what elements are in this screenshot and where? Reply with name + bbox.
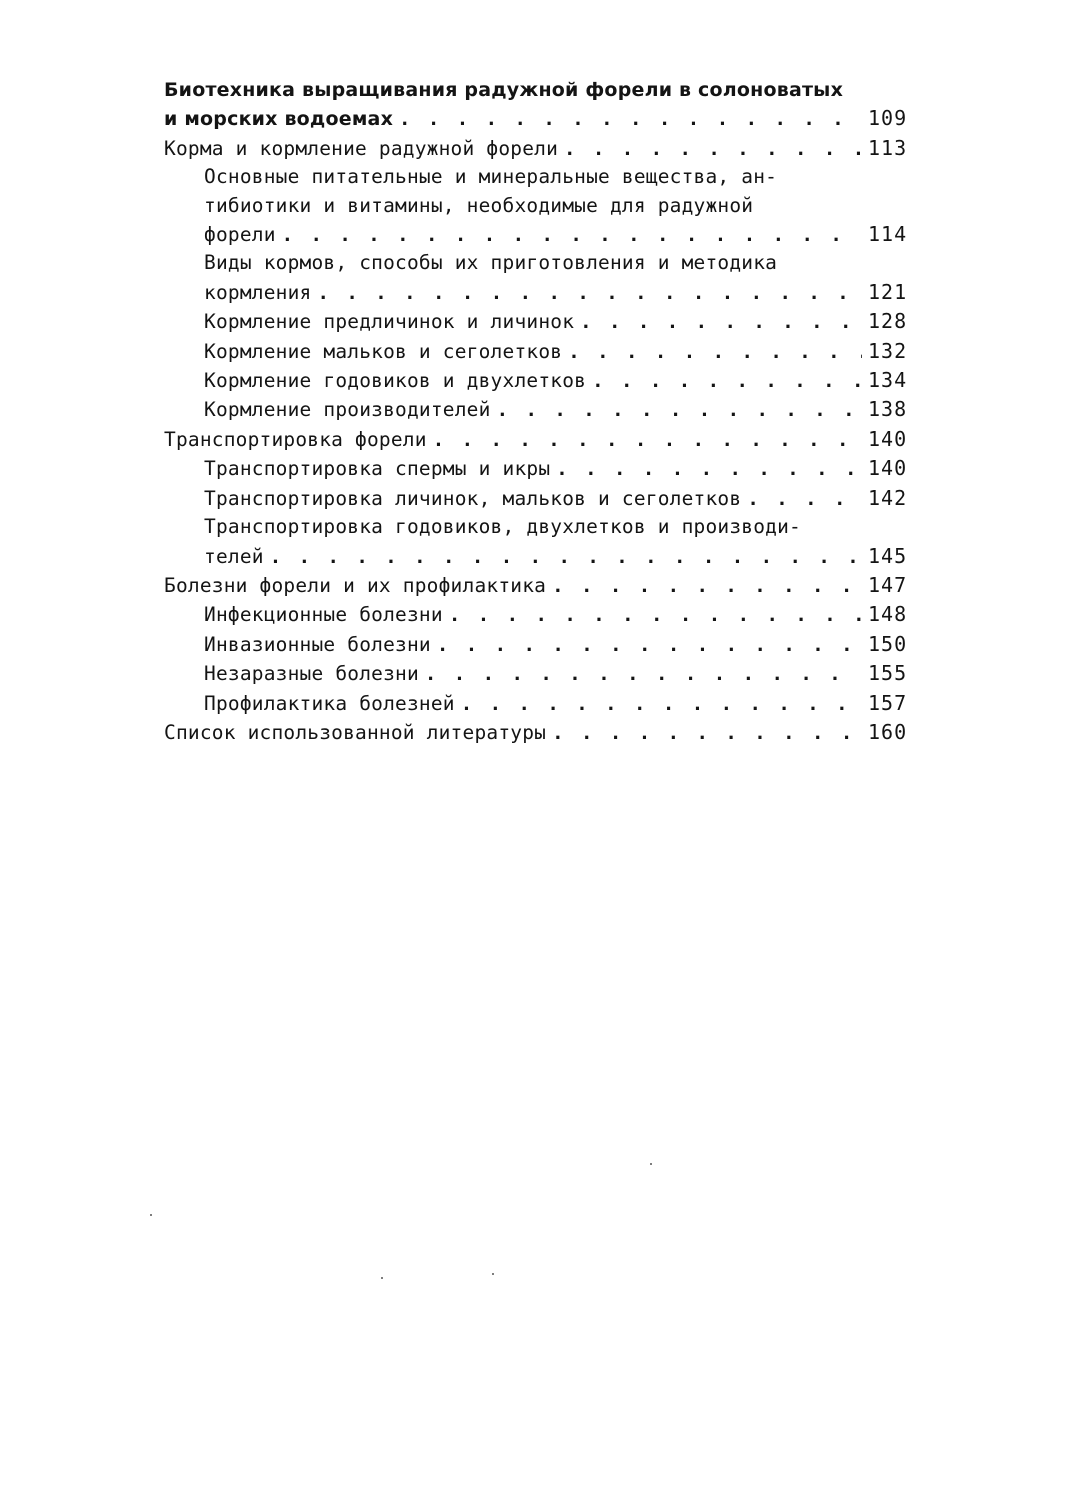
- dot-leader: [399, 105, 862, 133]
- toc-entry-title: Профилактика болезней: [204, 691, 455, 715]
- toc-entry-title: Инвазионные болезни: [204, 632, 431, 656]
- toc-page-number: 142: [868, 485, 908, 510]
- dot-leader: [556, 455, 862, 483]
- toc-entry-title: телей: [204, 544, 264, 568]
- toc-entry-row: [204, 278, 924, 307]
- toc-page-number: 145: [868, 543, 908, 568]
- toc-entry-title: Транспортировка форели: [164, 427, 427, 451]
- scan-speck: [150, 1214, 152, 1216]
- toc-page-number: 113: [868, 135, 908, 160]
- toc-entry-title: Транспортировка личинок, мальков и сеголетков: [204, 486, 742, 510]
- toc-entry-row: [204, 454, 924, 483]
- toc-entry-title-line: Биотехника выращивания радужной форели в солоноватых: [164, 79, 844, 101]
- toc-page-number: 147: [868, 572, 908, 597]
- dot-leader: [568, 338, 862, 366]
- dot-leader: [592, 367, 862, 395]
- dot-leader: [437, 631, 862, 659]
- toc-subsection: [164, 307, 924, 336]
- dot-leader: [497, 396, 862, 424]
- toc-page-number: 150: [868, 631, 908, 656]
- toc-section: [164, 76, 924, 134]
- toc-entry-row: [204, 659, 924, 688]
- toc-page-number: 109: [868, 106, 908, 131]
- toc-entry-title: Кормление годовиков и двухлетков: [204, 369, 587, 393]
- toc-entry-title-line: тибиотики и витамины, необходимые для радужной: [204, 193, 754, 217]
- toc-page-number: 148: [868, 602, 908, 627]
- toc-entry-title: Незаразные болезни: [204, 662, 419, 686]
- dot-leader: [425, 660, 862, 688]
- dot-leader: [552, 572, 862, 600]
- toc-entry-title: Болезни форели и их профилактика: [164, 573, 547, 597]
- toc-subsection: [164, 689, 924, 718]
- toc-entry-row: [204, 484, 924, 513]
- dot-leader: [564, 135, 862, 163]
- toc-section: [164, 425, 924, 454]
- toc-entry-row: [204, 366, 924, 395]
- toc-entry-title-line: Виды кормов, способы их приготовления и методика: [204, 251, 778, 275]
- toc-subsection: [164, 454, 924, 483]
- toc-page-number: 114: [868, 222, 908, 247]
- toc-subsection: [164, 630, 924, 659]
- toc-page-number: 160: [868, 719, 908, 744]
- toc-entry-row: [164, 571, 924, 600]
- toc-page-number: 134: [868, 368, 908, 393]
- scan-speck: [650, 1163, 652, 1165]
- dot-leader: [461, 690, 862, 718]
- toc-entry-row: [204, 542, 924, 571]
- toc-entry-title: Транспортировка спермы и икры: [204, 457, 551, 481]
- dot-leader: [747, 485, 862, 513]
- toc-subsection: [164, 600, 924, 629]
- toc-entry-row: [204, 395, 924, 424]
- scan-speck: [381, 1277, 383, 1279]
- scan-speck: [492, 1273, 494, 1275]
- toc-page-number: 138: [868, 397, 908, 422]
- dot-leader: [580, 308, 862, 336]
- toc-page-number: 140: [868, 426, 908, 451]
- toc-entry-title-line: Транспортировка годовиков, двухлетков и производи-: [204, 515, 801, 539]
- toc-subsection: [164, 337, 924, 366]
- toc-section: [164, 718, 924, 747]
- toc-entry-row: [204, 220, 924, 249]
- toc-subsection: [164, 659, 924, 688]
- toc-entry-title: Кормление предличинок и личинок: [204, 310, 575, 334]
- toc-page-number: 132: [868, 338, 908, 363]
- toc-section: [164, 134, 924, 163]
- toc-page-number: 121: [868, 279, 908, 304]
- toc-entry-title: Список использованной литературы: [164, 720, 547, 744]
- dot-leader: [317, 279, 862, 307]
- toc-entry-title-line: Основные питательные и минеральные вещества, ан-: [204, 165, 778, 189]
- toc-entry-row: [204, 337, 924, 366]
- toc-entry-title: Кормление мальков и сеголетков: [204, 339, 563, 363]
- toc-subsection: [164, 513, 924, 571]
- toc-subsection: [164, 249, 924, 307]
- toc-entry-row: [164, 425, 924, 454]
- toc-entry-title: Кормление производителей: [204, 398, 491, 422]
- toc-entry-title: Корма и кормление радужной форели: [164, 136, 559, 160]
- toc-entry-title: Инфекционные болезни: [204, 603, 443, 627]
- toc-entry-row: [204, 600, 924, 629]
- toc-entry-row: [164, 718, 924, 747]
- toc-entry-row: [164, 104, 924, 133]
- dot-leader: [282, 221, 862, 249]
- dot-leader: [270, 543, 862, 571]
- toc-entry-title: форели: [204, 223, 276, 247]
- toc-entry-row: [204, 630, 924, 659]
- toc-page-number: 157: [868, 690, 908, 715]
- toc-entry-title: и морских водоемах: [164, 108, 394, 131]
- dot-leader: [449, 601, 862, 629]
- toc-subsection: [164, 484, 924, 513]
- toc-subsection: [164, 395, 924, 424]
- toc-entry-row: [204, 689, 924, 718]
- toc-entry-row: [164, 134, 924, 163]
- toc-page-number: 128: [868, 309, 908, 334]
- table-of-contents: [164, 76, 924, 747]
- toc-page-number: 140: [868, 456, 908, 481]
- toc-entry-title: кормления: [204, 280, 312, 304]
- dot-leader: [552, 719, 862, 747]
- toc-subsection: [164, 366, 924, 395]
- dot-leader: [433, 426, 862, 454]
- toc-section: [164, 571, 924, 600]
- toc-subsection: [164, 163, 924, 249]
- toc-entry-row: [204, 307, 924, 336]
- toc-page-number: 155: [868, 661, 908, 686]
